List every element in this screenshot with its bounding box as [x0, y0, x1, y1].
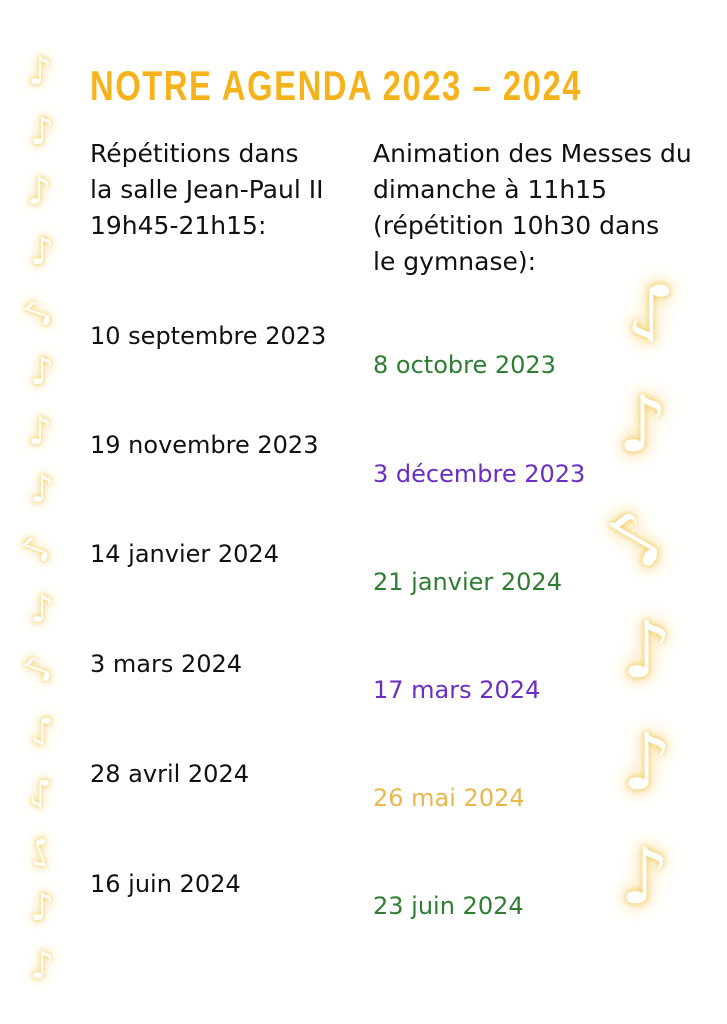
rehearsals-heading: Répétitions dans la salle Jean-Paul II 19h45-21h15: — [90, 139, 324, 240]
music-note-icon: ♪ — [27, 169, 52, 213]
music-note-icon: ♪ — [620, 832, 670, 922]
music-note-icon: ♪ — [28, 49, 53, 93]
music-note-icon: ♪ — [28, 771, 53, 815]
mass-date: 8 octobre 2023 — [373, 351, 556, 379]
music-note-icon: ♪ — [622, 718, 672, 808]
mass-date: 23 juin 2024 — [373, 892, 524, 920]
rehearsal-date: 28 avril 2024 — [90, 760, 249, 788]
music-note-icon: ♪ — [21, 828, 60, 878]
mass-date: 26 mai 2024 — [373, 784, 525, 812]
rehearsal-date: 16 juin 2024 — [90, 870, 241, 898]
music-note-icon: ♪ — [13, 650, 63, 688]
rehearsal-date: 10 septembre 2023 — [90, 322, 327, 350]
music-note-icon: ♪ — [30, 709, 55, 753]
music-note-icon: ♪ — [13, 294, 63, 332]
music-note-icon: ♪ — [11, 530, 61, 568]
mass-date: 3 décembre 2023 — [373, 460, 586, 488]
rehearsal-date: 3 mars 2024 — [90, 650, 243, 678]
music-note-icon: ♪ — [618, 380, 668, 470]
mass-date: 21 janvier 2024 — [373, 568, 562, 596]
agenda-title: NOTRE AGENDA 2023 – 2024 — [90, 62, 583, 109]
music-note-icon: ♪ — [30, 885, 55, 929]
masses-heading: Animation des Messes du dimanche à 11h15 (répétition 10h30 dans le gymnase): — [373, 139, 692, 276]
mass-date: 17 mars 2024 — [373, 676, 541, 704]
rehearsal-date: 19 novembre 2023 — [90, 431, 319, 459]
music-note-icon: ♪ — [585, 494, 689, 584]
music-note-icon: ♪ — [28, 409, 53, 453]
music-note-icon: ♪ — [30, 229, 55, 273]
music-note-icon: ♪ — [30, 349, 55, 393]
music-note-icon: ♪ — [30, 943, 55, 987]
music-note-icon: ♪ — [30, 109, 55, 153]
music-note-icon: ♪ — [30, 467, 55, 511]
rehearsal-date: 14 janvier 2024 — [90, 540, 279, 568]
music-note-icon: ♪ — [626, 266, 676, 356]
music-note-icon: ♪ — [30, 587, 55, 631]
music-note-icon: ♪ — [622, 606, 672, 696]
